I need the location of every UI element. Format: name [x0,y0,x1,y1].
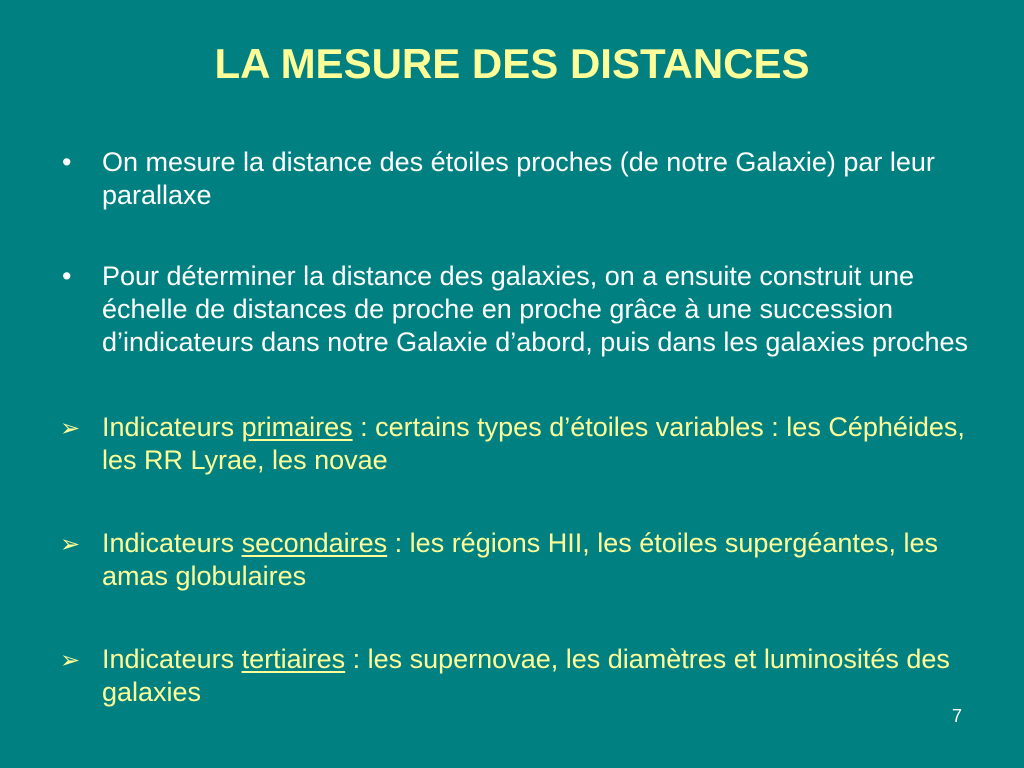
bullet-list [60,146,980,709]
page-number: 7 [951,706,962,726]
arrow-bullet-icon: ➢ [60,531,81,558]
bullet-dot-icon: • [62,261,72,291]
indicator-description: : les supernovae, les diamètres et luminosités des galaxies [102,644,950,707]
indicator-prefix: Indicateurs [102,644,242,674]
indicator-prefix: Indicateurs [102,528,242,558]
indicator-keyword: secondaires [241,528,388,558]
indicator-description: : les régions HII, les étoiles supergéantes, les amas globulaires [102,528,938,591]
bullet-dot-icon: • [62,147,72,177]
bullet-item-parallax [60,146,980,212]
indicator-keyword: primaires [241,412,353,442]
arrow-bullet-icon: ➢ [60,647,81,674]
indicator-item-secondary [60,527,980,593]
indicator-item-tertiary [60,643,980,709]
bullet-item-distance-ladder [60,260,980,359]
indicator-prefix: Indicateurs [102,412,242,442]
indicator-description: : certains types d’étoiles variables : les Céphéides, les RR Lyrae, les novae [102,412,965,475]
bullet-text: On mesure la distance des étoiles proches (de notre Galaxie) par leur parallaxe [102,147,935,210]
indicator-item-primary [60,411,980,477]
indicator-keyword: tertiaires [241,644,346,674]
slide-title: LA MESURE DES DISTANCES [214,40,810,87]
arrow-bullet-icon: ➢ [60,415,81,442]
bullet-text: Pour déterminer la distance des galaxies, on a ensuite construit une échelle de distances de proche en proche grâce à une succession d’indicateurs dans notre Galaxie d’abord, puis dans les galaxies proches [102,261,969,357]
